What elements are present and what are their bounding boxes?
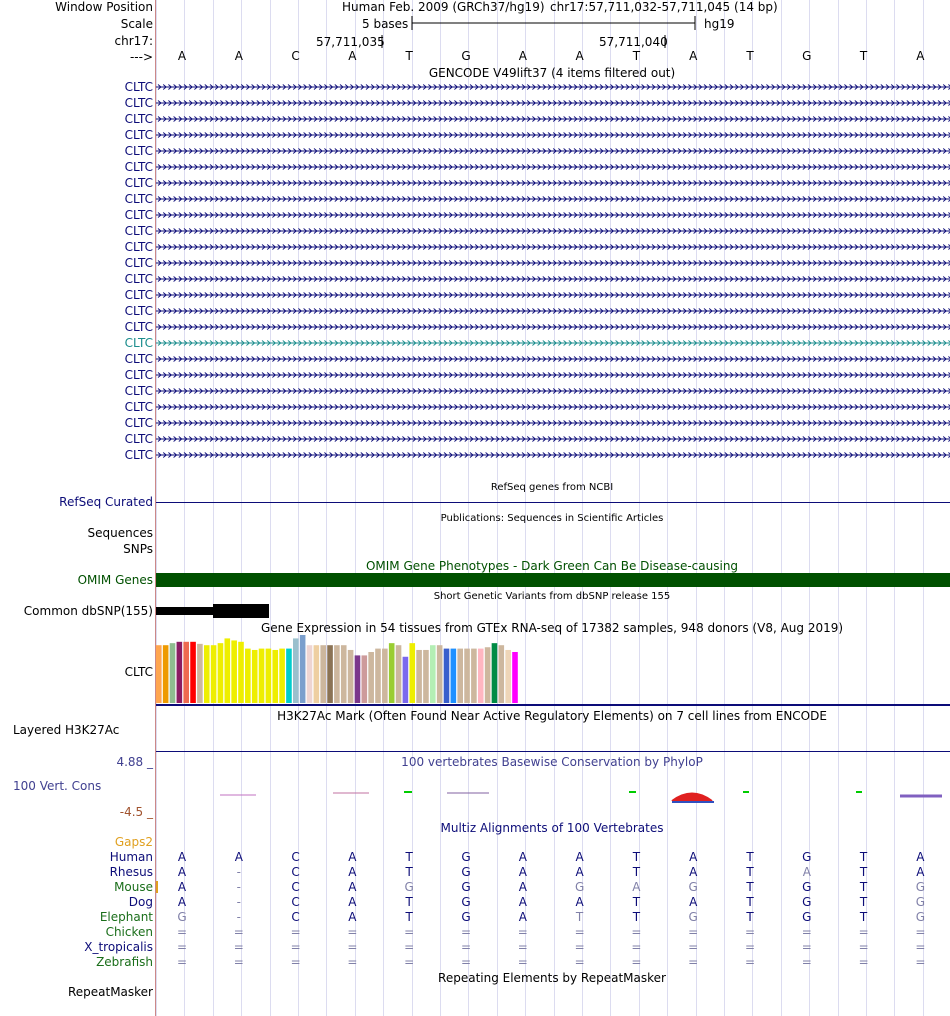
- alignment-base: =: [574, 955, 585, 969]
- alignment-base: A: [518, 895, 527, 909]
- alignment-base: A: [632, 880, 641, 894]
- alignment-base: G: [802, 880, 812, 894]
- alignment-base: A: [916, 850, 925, 864]
- alignment-base: A: [689, 865, 698, 879]
- alignment-base: =: [233, 940, 244, 954]
- strand-label: --->: [129, 50, 153, 64]
- gtex-gene-label[interactable]: CLTC: [124, 665, 153, 679]
- coord-label-1: 57,711,035: [316, 35, 385, 49]
- alignment-base: =: [744, 925, 756, 939]
- alignment-base: T: [859, 880, 868, 894]
- alignment-base: T: [632, 865, 641, 879]
- alignment-base: =: [744, 940, 756, 954]
- alignment-base: =: [631, 940, 642, 954]
- alignment-base: A: [575, 850, 584, 864]
- alignment-base: A: [234, 850, 243, 864]
- phylop-track-title: 100 vertebrates Basewise Conservation by PhyloP: [401, 755, 703, 769]
- alignment-base: T: [859, 865, 868, 879]
- alignment-base: =: [688, 955, 699, 969]
- alignment-base: G: [461, 895, 471, 909]
- ruler-base: A: [518, 49, 527, 63]
- alignment-base: G: [915, 910, 926, 924]
- alignment-base: G: [802, 910, 812, 924]
- alignment-base: =: [233, 955, 244, 969]
- phylop-track-label[interactable]: 100 Vert. Cons: [13, 779, 102, 793]
- alignment-base: T: [575, 910, 584, 924]
- alignment-base: T: [632, 895, 641, 909]
- alignment-base: =: [290, 925, 301, 939]
- alignment-base: =: [631, 925, 642, 939]
- gencode-item-label[interactable]: CLTC: [124, 160, 153, 174]
- alignment-base: =: [404, 940, 415, 954]
- alignment-base: G: [688, 910, 698, 924]
- species-label[interactable]: Elephant: [99, 910, 153, 924]
- ruler-base: T: [632, 49, 641, 63]
- alignment-base: A: [348, 865, 357, 879]
- gencode-item-label[interactable]: CLTC: [124, 192, 153, 206]
- gencode-item-label[interactable]: CLTC: [124, 352, 153, 366]
- alignment-base: C: [291, 880, 300, 894]
- phylop-min-label: -4.5 _: [119, 805, 153, 819]
- alignment-base: A: [348, 895, 357, 909]
- alignment-base: C: [291, 910, 300, 924]
- alignment-base: =: [347, 955, 358, 969]
- gencode-item-label[interactable]: CLTC: [124, 384, 153, 398]
- alignment-base: =: [290, 940, 301, 954]
- alignment-base: G: [915, 880, 926, 894]
- alignment-base: T: [405, 910, 413, 924]
- alignment-base: A: [177, 850, 187, 864]
- dbsnp-track-title: Short Genetic Variants from dbSNP release 155: [433, 591, 671, 602]
- alignment-base: G: [461, 850, 471, 864]
- alignment-base: =: [858, 955, 869, 969]
- alignment-base: =: [688, 925, 699, 939]
- gencode-item-label[interactable]: CLTC: [124, 176, 153, 190]
- track-label-panel: [0, 0, 155, 1016]
- alignment-base: A: [518, 850, 527, 864]
- gencode-item-label[interactable]: CLTC: [124, 416, 153, 430]
- repeatmasker-track-title: Repeating Elements by RepeatMasker: [438, 971, 666, 985]
- ruler-base: C: [291, 49, 300, 63]
- alignment-base: =: [176, 955, 188, 969]
- alignment-base: A: [177, 880, 187, 894]
- alignment-base: =: [290, 955, 301, 969]
- alignment-base: T: [746, 880, 754, 894]
- alignment-base: =: [460, 925, 472, 939]
- omim-track-title: OMIM Gene Phenotypes - Dark Green Can Be Disease-causing: [365, 559, 739, 573]
- alignment-base: A: [348, 880, 357, 894]
- alignment-base: C: [291, 865, 300, 879]
- alignment-base: A: [348, 850, 357, 864]
- alignment-base: =: [688, 940, 699, 954]
- phylop-signal[interactable]: [156, 0, 950, 1016]
- alignment-base: T: [405, 895, 413, 909]
- scale-db: hg19: [704, 17, 735, 31]
- alignment-base: =: [915, 955, 926, 969]
- alignment-base: T: [746, 910, 754, 924]
- alignment-base: T: [405, 850, 413, 864]
- alignment-base: =: [801, 925, 812, 939]
- gencode-item-label[interactable]: CLTC: [124, 144, 153, 158]
- alignment-base: =: [404, 925, 415, 939]
- alignment-base: A: [518, 880, 527, 894]
- gencode-item-label[interactable]: CLTC: [124, 208, 153, 222]
- alignment-base: A: [177, 865, 187, 879]
- gencode-item-label[interactable]: CLTC: [124, 432, 153, 446]
- ruler-base: T: [405, 49, 413, 63]
- species-label[interactable]: Human: [109, 850, 153, 864]
- alignment-base: A: [575, 865, 584, 879]
- gencode-item-label[interactable]: CLTC: [124, 80, 153, 94]
- multiz-track-title: Multiz Alignments of 100 Vertebrates: [440, 821, 664, 835]
- alignment-base: -: [236, 880, 241, 894]
- alignment-base: -: [236, 865, 241, 879]
- alignment-base: -: [236, 895, 241, 909]
- alignment-base: =: [574, 925, 585, 939]
- ruler-base: A: [689, 49, 698, 63]
- gencode-item-label[interactable]: CLTC: [124, 336, 153, 350]
- alignment-base: =: [801, 955, 812, 969]
- ruler-base: T: [859, 49, 868, 63]
- pub-snps-label[interactable]: SNPs: [123, 542, 153, 556]
- alignment-base: T: [632, 910, 641, 924]
- refseq-track-title: RefSeq genes from NCBI: [490, 482, 614, 493]
- alignment-base: G: [802, 895, 812, 909]
- assembly-title: Human Feb. 2009 (GRCh37/hg19): [342, 0, 545, 14]
- alignment-base: G: [461, 865, 471, 879]
- alignment-base: =: [517, 955, 528, 969]
- alignment-base: G: [461, 910, 471, 924]
- ruler-base: A: [348, 49, 357, 63]
- alignment-base: T: [632, 850, 641, 864]
- alignment-base: =: [460, 955, 472, 969]
- alignment-base: =: [517, 940, 528, 954]
- alignment-base: C: [291, 895, 300, 909]
- alignment-base: A: [348, 910, 357, 924]
- pub-sequences-label[interactable]: Sequences: [87, 526, 153, 540]
- gencode-item-label[interactable]: CLTC: [124, 256, 153, 270]
- alignment-base: G: [461, 880, 471, 894]
- alignment-base: =: [517, 925, 528, 939]
- gencode-item-label[interactable]: CLTC: [124, 112, 153, 126]
- alignment-base: =: [915, 925, 926, 939]
- gtex-track-title: Gene Expression in 54 tissues from GTEx RNA-seq of 17382 samples, 948 donors (V8, Aug 2019): [260, 621, 844, 635]
- alignment-base: G: [688, 880, 698, 894]
- alignment-base: =: [404, 955, 415, 969]
- alignment-base: =: [347, 925, 358, 939]
- gencode-track-title: GENCODE V49lift37 (4 items filtered out): [428, 66, 676, 80]
- ruler-base: G: [802, 49, 812, 63]
- ruler-base: A: [234, 49, 243, 63]
- alignment-base: T: [859, 850, 868, 864]
- alignment-base: T: [746, 865, 754, 879]
- gencode-item-label[interactable]: CLTC: [124, 96, 153, 110]
- alignment-base: T: [746, 850, 754, 864]
- alignment-base: =: [176, 940, 188, 954]
- alignment-base: =: [233, 925, 244, 939]
- alignment-base: A: [689, 850, 698, 864]
- alignment-base: A: [177, 895, 187, 909]
- track-display-area[interactable]: [156, 0, 950, 1016]
- alignment-base: =: [858, 940, 869, 954]
- phylop-max-label: 4.88 _: [116, 755, 153, 769]
- alignment-base: =: [176, 925, 188, 939]
- ruler-base: A: [177, 49, 187, 63]
- alignment-base: =: [631, 955, 642, 969]
- alignment-base: G: [574, 880, 585, 894]
- alignment-base: G: [177, 910, 187, 924]
- alignment-base: A: [689, 895, 698, 909]
- publications-track-title: Publications: Sequences in Scientific Articles: [440, 513, 664, 524]
- species-label[interactable]: Chicken: [105, 925, 153, 939]
- repeatmasker-label[interactable]: RepeatMasker: [67, 985, 153, 999]
- ruler-base: G: [461, 49, 471, 63]
- layered-h3k27ac-label[interactable]: Layered H3K27Ac: [13, 723, 120, 737]
- gencode-item-label[interactable]: CLTC: [124, 240, 153, 254]
- h3k27ac-track-title: H3K27Ac Mark (Often Found Near Active Regulatory Elements) on 7 cell lines from ENCODE: [277, 709, 827, 723]
- common-dbsnp-label[interactable]: Common dbSNP(155): [23, 604, 153, 618]
- refseq-curated-label[interactable]: RefSeq Curated: [59, 495, 153, 509]
- scale-label: Scale: [120, 17, 153, 31]
- gencode-item-label[interactable]: CLTC: [124, 128, 153, 142]
- alignment-base: G: [915, 895, 926, 909]
- alignment-base: T: [405, 865, 413, 879]
- coord-label-2: 57,711,040: [599, 35, 668, 49]
- alignment-base: T: [859, 910, 868, 924]
- alignment-base: T: [746, 895, 754, 909]
- alignment-base: =: [460, 940, 472, 954]
- gaps2-label: Gaps2: [114, 835, 153, 849]
- alignment-base: A: [575, 895, 584, 909]
- window-position-label: Window Position: [55, 0, 153, 14]
- scale-text: 5 bases: [362, 17, 409, 31]
- scale-bar: [156, 0, 950, 60]
- gencode-item-label[interactable]: CLTC: [124, 448, 153, 462]
- alignment-base: C: [291, 850, 300, 864]
- alignment-base: =: [801, 940, 812, 954]
- ruler-base: A: [916, 49, 925, 63]
- alignment-base: A: [518, 910, 527, 924]
- alignment-base: =: [858, 925, 869, 939]
- gencode-item-label[interactable]: CLTC: [124, 320, 153, 334]
- omim-genes-label[interactable]: OMIM Genes: [77, 573, 153, 587]
- species-label[interactable]: X_tropicalis: [84, 940, 153, 954]
- ruler-base: A: [575, 49, 584, 63]
- chrom-label: chr17:: [114, 34, 153, 48]
- gencode-item-label[interactable]: CLTC: [124, 304, 153, 318]
- gencode-item-label[interactable]: CLTC: [124, 400, 153, 414]
- alignment-base: =: [744, 955, 756, 969]
- species-label[interactable]: Rhesus: [109, 865, 153, 879]
- gencode-item-label[interactable]: CLTC: [124, 368, 153, 382]
- alignment-base: A: [916, 865, 925, 879]
- species-label[interactable]: Dog: [128, 895, 153, 909]
- species-label[interactable]: Zebrafish: [96, 955, 153, 969]
- gencode-item-label[interactable]: CLTC: [124, 288, 153, 302]
- species-label[interactable]: Mouse: [114, 880, 153, 894]
- gencode-item-label[interactable]: CLTC: [124, 224, 153, 238]
- gap-marker: [156, 881, 158, 893]
- alignment-base: G: [404, 880, 414, 894]
- alignment-base: G: [802, 850, 812, 864]
- alignment-base: T: [859, 895, 868, 909]
- alignment-base: A: [518, 865, 527, 879]
- window-position-text: chr17:57,711,032-57,711,045 (14 bp): [550, 0, 778, 14]
- alignment-base: =: [915, 940, 926, 954]
- alignment-base: =: [574, 940, 585, 954]
- alignment-base: -: [236, 910, 241, 924]
- ruler-base: T: [746, 49, 754, 63]
- alignment-base: =: [347, 940, 358, 954]
- gencode-item-label[interactable]: CLTC: [124, 272, 153, 286]
- alignment-base: A: [802, 865, 811, 879]
